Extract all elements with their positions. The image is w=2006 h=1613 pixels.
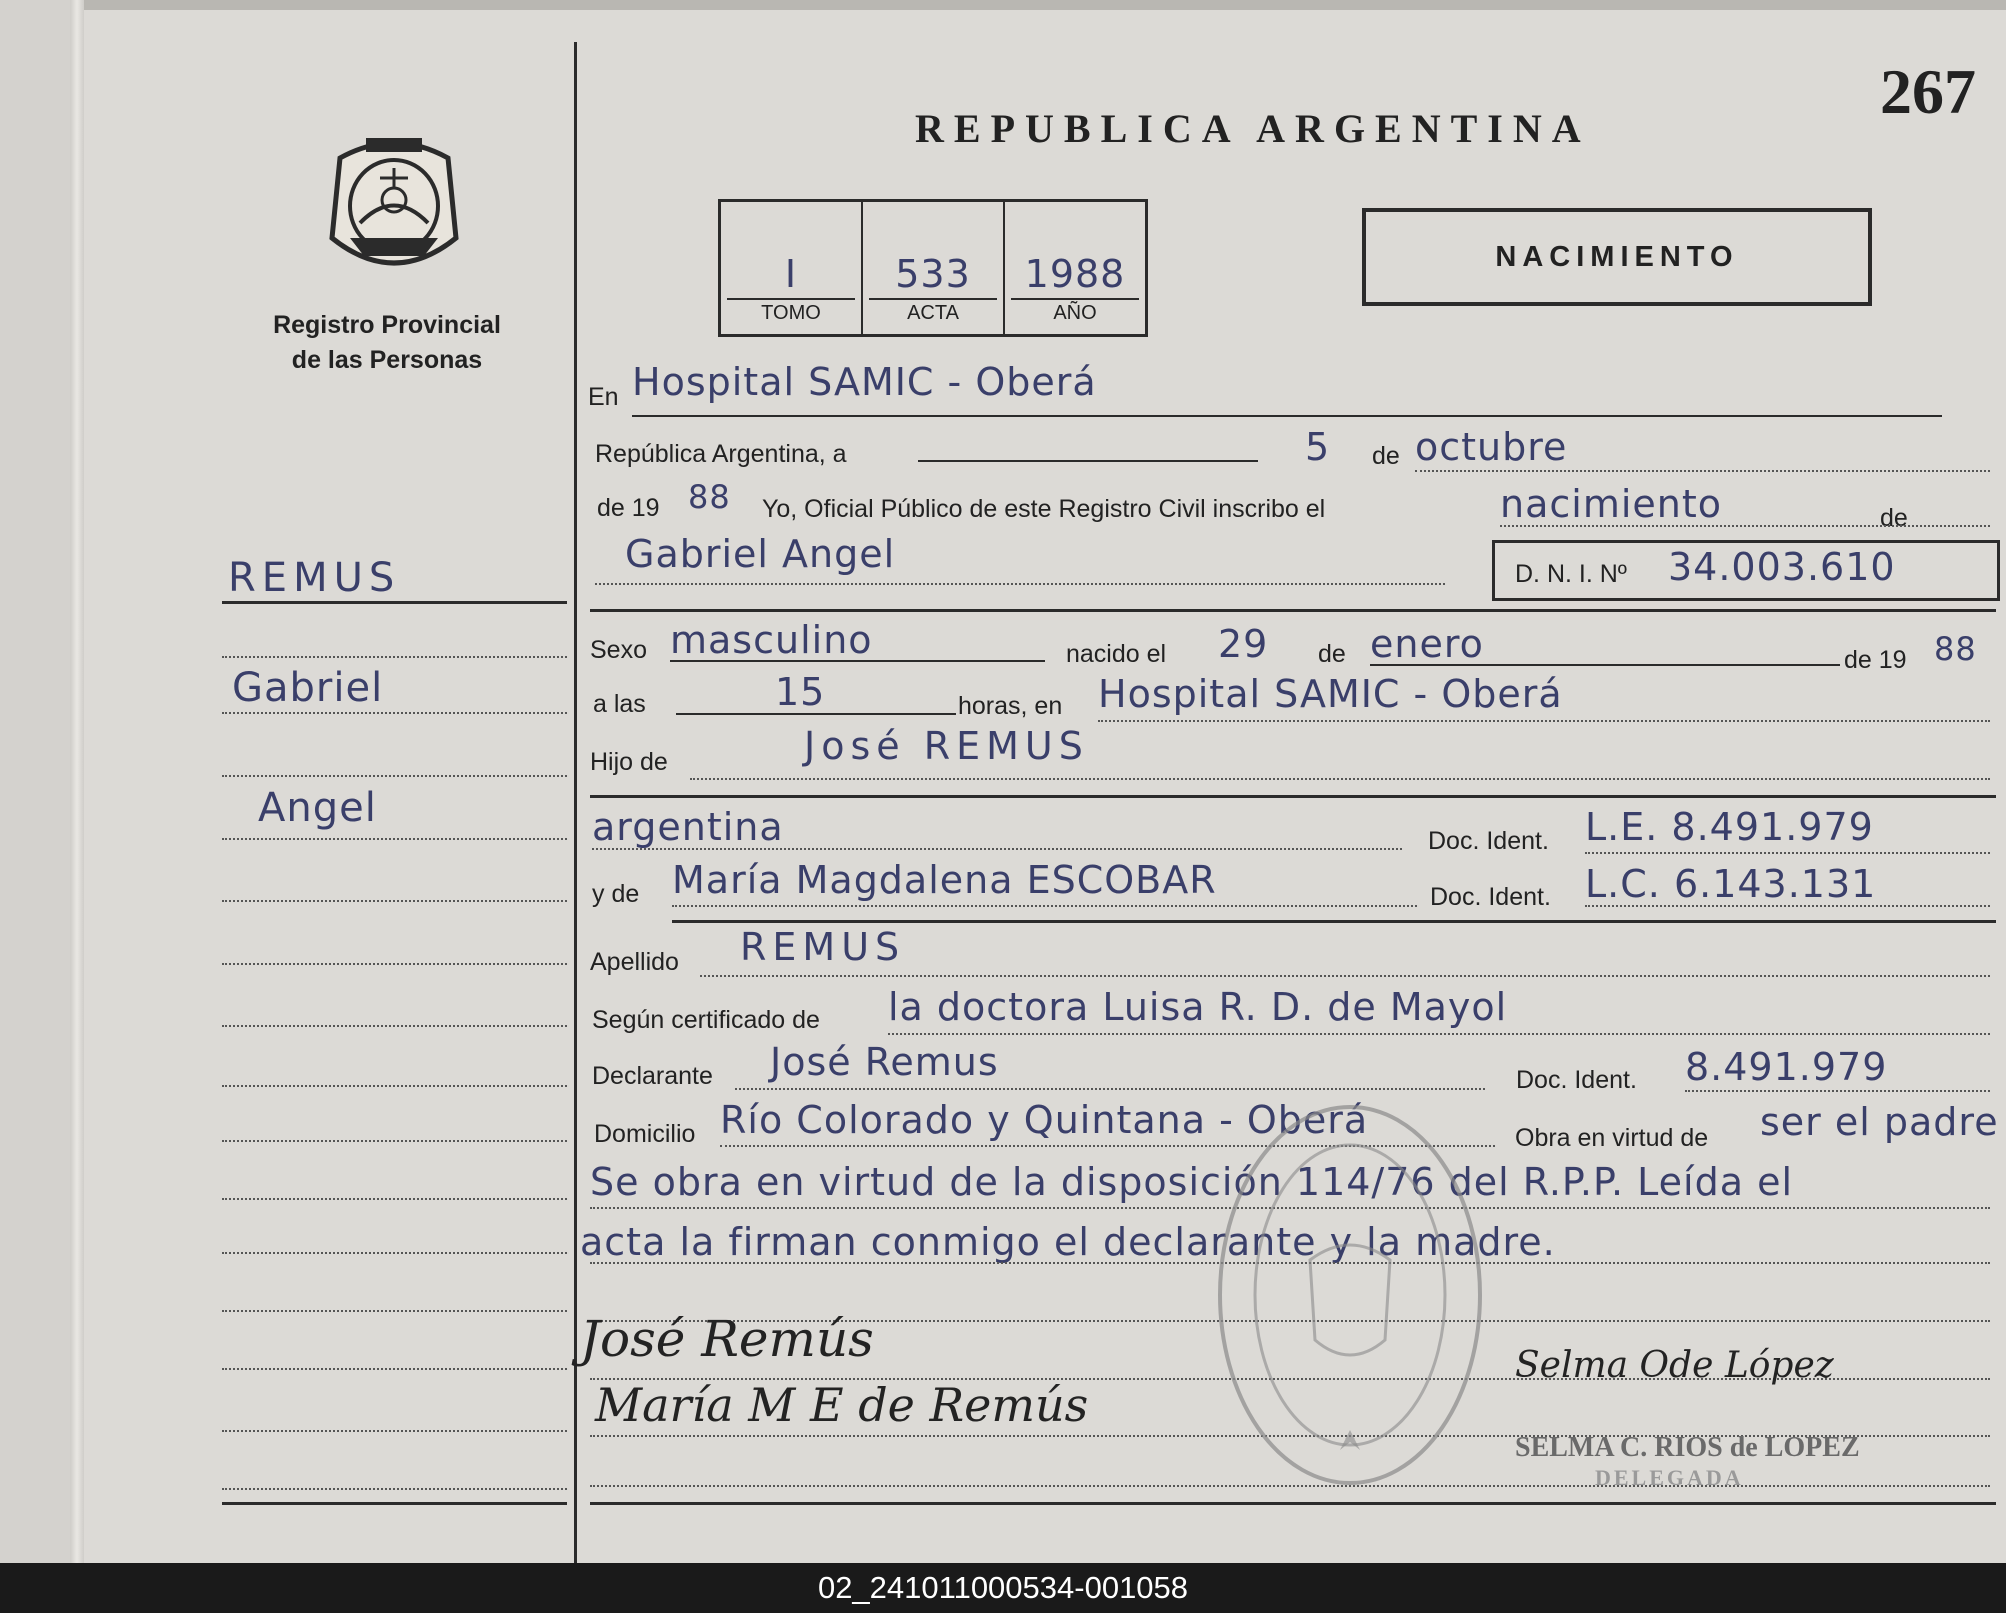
sidebar-name-1: Gabriel bbox=[232, 665, 384, 711]
official-signature: Selma Ode López bbox=[1515, 1345, 1834, 1386]
sidebar-line bbox=[222, 1025, 567, 1027]
sidebar-line bbox=[222, 1488, 567, 1490]
declarante-line bbox=[735, 1088, 1485, 1090]
inscribo-line bbox=[1500, 525, 1990, 527]
tomo-value: I bbox=[727, 252, 855, 300]
birth-month-line bbox=[1370, 664, 1840, 666]
registry-name bbox=[252, 308, 522, 378]
sexo-label: Sexo bbox=[590, 636, 647, 664]
apellido-line bbox=[700, 975, 1990, 977]
official-name: SELMA C. RIOS de LOPEZ bbox=[1515, 1432, 1860, 1463]
birth-month: enero bbox=[1370, 622, 1484, 666]
day-value: 5 bbox=[1305, 425, 1331, 469]
obra-value: ser el padre bbox=[1760, 1100, 1999, 1144]
birth-year-suffix: 88 bbox=[1934, 630, 1977, 668]
father-line bbox=[690, 778, 1990, 780]
domicilio-value: Río Colorado y Quintana - Oberá bbox=[720, 1098, 1369, 1142]
declarante-doc-line bbox=[1685, 1090, 1990, 1092]
mother-line bbox=[672, 905, 1417, 907]
hijo-label: Hijo de bbox=[590, 748, 668, 776]
column-divider bbox=[574, 42, 577, 1563]
sidebar-line bbox=[222, 1140, 567, 1142]
mother-name: María Magdalena ESCOBAR bbox=[672, 858, 1217, 902]
inscribo-value: nacimiento bbox=[1500, 482, 1723, 526]
apellido-label: Apellido bbox=[590, 948, 679, 976]
de-label-3: de bbox=[1318, 640, 1346, 668]
sidebar-line bbox=[222, 1430, 567, 1432]
sidebar-line bbox=[222, 712, 567, 714]
country-title: REPUBLICA ARGENTINA bbox=[915, 106, 1591, 151]
anio-value: 1988 bbox=[1011, 252, 1139, 300]
birth-place: Hospital SAMIC - Oberá bbox=[1098, 672, 1563, 716]
birth-place-line bbox=[1098, 720, 1990, 722]
dni-label: D. N. I. Nº bbox=[1515, 560, 1627, 588]
registry-line-2: de las Personas bbox=[291, 346, 483, 374]
tomo-label: TOMO bbox=[761, 302, 821, 324]
image-caption: 02_241011000534-001058 bbox=[817, 1570, 1189, 1605]
mother-doc: L.C. 6.143.131 bbox=[1585, 862, 1877, 906]
sidebar-line bbox=[222, 656, 567, 658]
domicilio-label: Domicilio bbox=[594, 1120, 696, 1148]
acta-label: ACTA bbox=[907, 302, 959, 324]
month-line bbox=[1415, 470, 1990, 472]
sexo-value: masculino bbox=[670, 618, 873, 662]
mother-doc-line bbox=[1585, 905, 1990, 907]
year-prefix: de 19 bbox=[597, 494, 660, 522]
section-rule bbox=[672, 920, 1996, 923]
hour-line bbox=[676, 713, 956, 715]
official-title: DELEGADA bbox=[1595, 1465, 1744, 1490]
oficial-text: Yo, Oficial Público de este Registro Civil inscribo el bbox=[762, 495, 1326, 523]
record-type-box: NACIMIENTO bbox=[1362, 208, 1872, 306]
de-label-2: de bbox=[1880, 504, 1908, 532]
sidebar-line bbox=[222, 1502, 567, 1505]
doc-ident-label: Doc. Ident. bbox=[1428, 827, 1549, 855]
father-nat-line bbox=[592, 848, 1402, 850]
mother-signature: María M E de Remús bbox=[595, 1378, 1089, 1432]
tomo-cell bbox=[721, 202, 863, 334]
father-nationality: argentina bbox=[592, 805, 784, 849]
note-line-1: Se obra en virtud de la disposición 114/76 del R.P.P. Leída el bbox=[590, 1160, 1794, 1204]
section-rule bbox=[590, 609, 1996, 612]
sidebar-line bbox=[222, 775, 567, 777]
sidebar-line bbox=[222, 1252, 567, 1254]
segun-line bbox=[888, 1033, 1990, 1035]
father-doc-line bbox=[1585, 852, 1990, 854]
yde-label: y de bbox=[592, 880, 640, 908]
alas-label: a las bbox=[593, 690, 646, 718]
sidebar-line bbox=[222, 601, 567, 604]
birth-day: 29 bbox=[1218, 622, 1269, 666]
sidebar-name-2: Angel bbox=[258, 785, 377, 831]
en-value: Hospital SAMIC - Oberá bbox=[632, 360, 1097, 404]
declarante-label: Declarante bbox=[592, 1062, 713, 1090]
en-label: En bbox=[588, 383, 619, 411]
sidebar-line bbox=[222, 1085, 567, 1087]
doc-ident-label-2: Doc. Ident. bbox=[1430, 883, 1551, 911]
anio-cell bbox=[1005, 202, 1145, 334]
birth-year-prefix: de 19 bbox=[1844, 646, 1907, 674]
sexo-line bbox=[670, 660, 1045, 662]
nacido-label: nacido el bbox=[1066, 640, 1167, 668]
apellido-value: REMUS bbox=[740, 925, 906, 969]
de-label: de bbox=[1372, 442, 1400, 470]
month-value: octubre bbox=[1415, 425, 1568, 469]
dni-value: 34.003.610 bbox=[1668, 545, 1896, 589]
segun-value: la doctora Luisa R. D. de Mayol bbox=[888, 985, 1508, 1029]
sidebar-line bbox=[222, 1198, 567, 1200]
sidebar-line bbox=[222, 900, 567, 902]
official-stamp-icon bbox=[1215, 1100, 1485, 1490]
acta-cell bbox=[863, 202, 1005, 334]
father-name: José REMUS bbox=[804, 724, 1089, 768]
page-top-edge bbox=[84, 0, 2006, 10]
sidebar-line bbox=[222, 1368, 567, 1370]
page-fold bbox=[70, 0, 84, 1563]
segun-label: Según certificado de bbox=[592, 1006, 820, 1034]
acta-value: 533 bbox=[869, 252, 997, 300]
father-signature: José Remús bbox=[580, 1310, 874, 1368]
note-line-2: acta la firman conmigo el declarante y la madre. bbox=[580, 1220, 1556, 1264]
section-rule bbox=[590, 1502, 1996, 1505]
page-left-margin bbox=[0, 0, 70, 1563]
declarante-doc: 8.491.979 bbox=[1685, 1045, 1888, 1089]
obra-label: Obra en virtud de bbox=[1515, 1124, 1709, 1152]
tomo-acta-anio-box bbox=[718, 199, 1148, 337]
misiones-seal-icon bbox=[320, 128, 468, 278]
child-name-line bbox=[595, 583, 1445, 585]
hour-value: 15 bbox=[775, 670, 826, 714]
sidebar-line bbox=[222, 963, 567, 965]
father-doc: L.E. 8.491.979 bbox=[1585, 805, 1874, 849]
sidebar-line bbox=[222, 838, 567, 840]
horas-label: horas, en bbox=[958, 692, 1063, 720]
day-line bbox=[918, 460, 1258, 462]
republica-label: República Argentina, a bbox=[595, 440, 847, 468]
section-rule bbox=[590, 795, 1996, 798]
en-line bbox=[632, 415, 1942, 417]
declarante-value: José Remus bbox=[770, 1040, 999, 1084]
registry-line-1: Registro Provincial bbox=[273, 311, 501, 339]
document-number: 267 bbox=[1880, 56, 1976, 127]
year-suffix: 88 bbox=[688, 478, 731, 516]
sidebar-surname: REMUS bbox=[228, 555, 401, 601]
doc-ident-label-3: Doc. Ident. bbox=[1516, 1066, 1637, 1094]
anio-label: AÑO bbox=[1053, 302, 1097, 324]
sidebar-line bbox=[222, 1310, 567, 1312]
child-name: Gabriel Angel bbox=[625, 532, 896, 576]
